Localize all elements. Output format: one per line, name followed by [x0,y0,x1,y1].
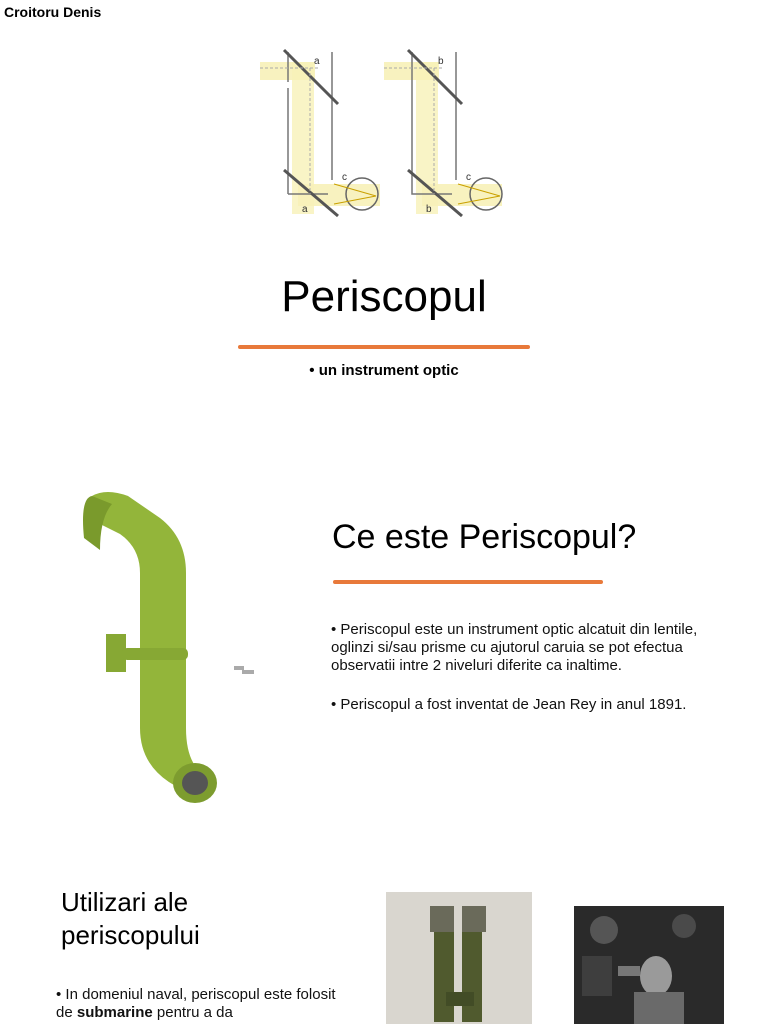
slide3-bullet [56,986,356,1022]
binocular-periscope-photo [386,892,532,1024]
slide2-bullet-1: • Periscopul este un instrument optic alcatuit din lentile, oglinzi si/sau prisme cu ajutorul caruia se pot efectua observatii intre 2 niveluri diferite ca inaltime. [331,621,698,674]
author-name: Croitoru Denis [4,4,102,20]
slide1-bullet: • un instrument optic [309,362,459,379]
submarine-crew-svg [574,906,724,1024]
submarine-crew-photo [574,906,724,1024]
slide3-bullet-text-start: • In domeniul naval, periscopul este folosit de [56,986,336,1021]
slide1-title: Periscopul [281,272,487,321]
label-a-bottom: a [302,204,308,215]
green-periscope-image [40,478,270,818]
slide3-bullet-text-end: pentru a da [152,1004,233,1021]
slide2-bullet-2: • Periscopul a fost inventat de Jean Rey in anul 1891. [331,696,687,713]
label-a-top: a [314,56,320,67]
label-b-bottom: b [426,204,432,215]
slide2-title: Ce este Periscopul? [332,518,637,556]
label-c-left: c [342,172,347,183]
binocular-periscope-svg [386,892,532,1024]
label-c-right: c [466,172,471,183]
label-b-top: b [438,56,444,67]
slide2-title-underline [333,580,603,584]
green-periscope-svg [40,478,270,818]
periscope-diagram [258,44,508,224]
periscope-diagram-svg [258,44,508,224]
slide3-title: Utilizari ale periscopului [61,887,200,950]
slide1-title-underline [238,345,530,349]
slide3-bullet-bold: submarine [76,1004,153,1021]
